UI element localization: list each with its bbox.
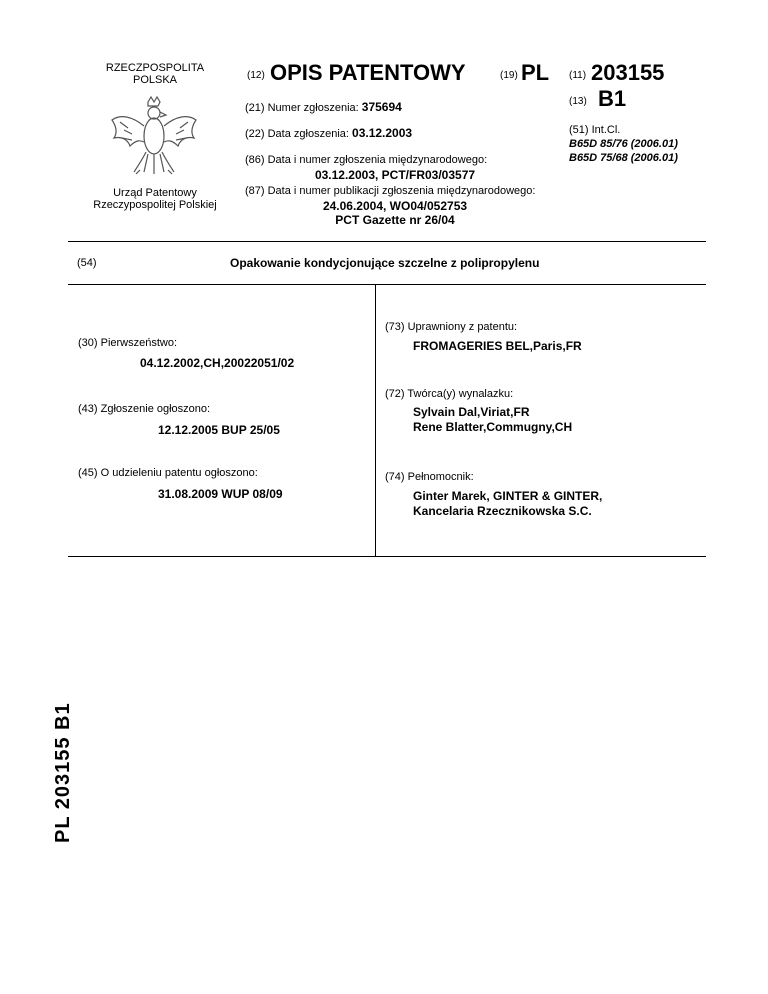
country-name-line2: POLSKA [132, 74, 178, 86]
patent-number-label: (11) [569, 70, 587, 81]
divider-line [68, 284, 706, 285]
application-number-field [245, 100, 402, 114]
announcement-value: 12.12.2005 BUP 25/05 [158, 423, 280, 437]
patent-number: 203155 [591, 60, 665, 85]
title-code: (54) [77, 257, 97, 269]
grant-label: (45) O udzieleniu patentu ogłoszono: [78, 467, 258, 479]
owner-label: (73) Uprawniony z patentu: [385, 321, 518, 333]
inventor-name: Sylvain Dal,Viriat,FR [413, 405, 530, 419]
office-name-line1: Urząd Patentowy [113, 187, 197, 199]
priority-label: (30) Pierwszeństwo: [78, 337, 178, 349]
kind-code: B1 [598, 86, 627, 111]
announcement-label: (43) Zgłoszenie ogłoszono: [78, 403, 211, 415]
attorney-label: (74) Pełnomocnik: [385, 471, 474, 483]
intl-publication-value: 24.06.2004, WO04/052753 [322, 199, 468, 213]
side-patent-label: PL 203155 B1 [52, 702, 74, 843]
doc-type-code: (12) [247, 70, 265, 81]
priority-value: 04.12.2002,CH,20022051/02 [140, 356, 295, 370]
int-cl-item: B65D 85/76 (2006.01) [569, 138, 678, 150]
inventors-label: (72) Twórca(y) wynalazku: [385, 388, 514, 400]
int-cl-item: B65D 75/68 (2006.01) [569, 152, 678, 164]
int-cl-label: (51) Int.Cl. [569, 124, 621, 136]
intl-application-label: (86) Data i numer zgłoszenia międzynarodowego: [245, 154, 488, 166]
grant-value: 31.08.2009 WUP 08/09 [158, 487, 283, 501]
divider-line [68, 556, 706, 557]
application-date: 03.12.2003 [352, 126, 413, 140]
country-name-line1: RZECZPOSPOLITA [105, 62, 205, 74]
application-number: 375694 [361, 100, 402, 114]
owner-value: FROMAGERIES BEL,Paris,FR [413, 339, 582, 353]
application-number-label: (21) Numer zgłoszenia: [245, 102, 359, 114]
eagle-emblem-icon [108, 96, 200, 176]
office-name-line2: Rzeczypospolitej Polskiej [93, 199, 217, 211]
country-code-label: (19) [500, 70, 518, 81]
gazette-value: PCT Gazette nr 26/04 [335, 213, 455, 227]
attorney-line1: Ginter Marek, GINTER & GINTER, [413, 489, 603, 503]
application-date-field [245, 126, 412, 140]
attorney-line2: Kancelaria Rzecznikowska S.C. [413, 504, 592, 518]
inventor-name: Rene Blatter,Commugny,CH [413, 420, 573, 434]
column-divider [375, 284, 376, 556]
kind-code-label: (13) [569, 96, 587, 107]
doc-type: OPIS PATENTOWY [270, 60, 466, 85]
intl-application-value: 03.12.2003, PCT/FR03/03577 [314, 168, 476, 182]
intl-publication-label: (87) Data i numer publikacji zgłoszenia międzynarodowego: [245, 185, 536, 197]
application-date-label: (22) Data zgłoszenia: [245, 128, 349, 140]
country-code: PL [521, 60, 550, 85]
invention-title: Opakowanie kondycjonujące szczelne z polipropylenu [230, 256, 540, 270]
divider-line [68, 241, 706, 242]
